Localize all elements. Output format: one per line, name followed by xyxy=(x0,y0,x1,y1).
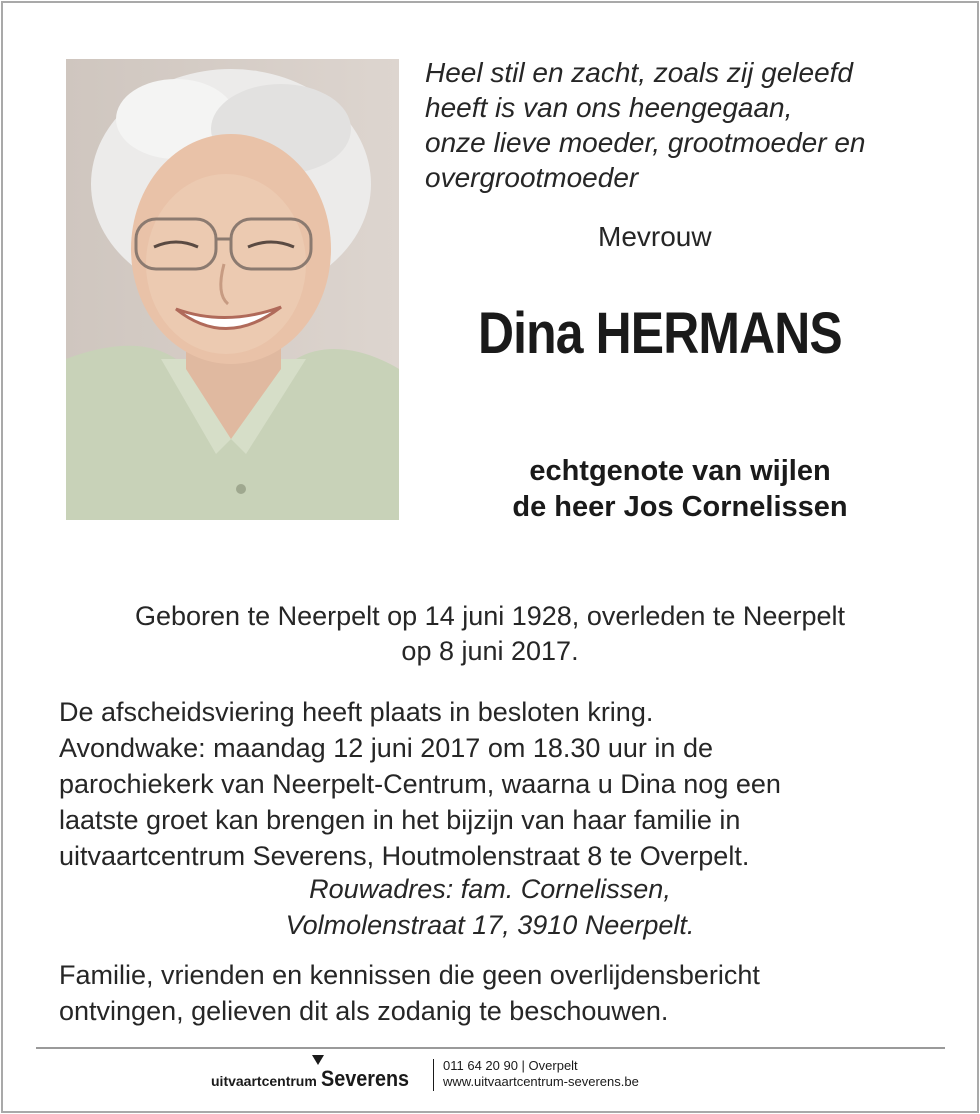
ceremony-line: uitvaartcentrum Severens, Houtmolenstraat 8 te Overpelt. xyxy=(59,841,750,871)
honorific: Mevrouw xyxy=(598,221,712,252)
mourning-address xyxy=(40,871,940,943)
funeral-home-logo xyxy=(211,1066,419,1092)
brand-triangle-icon xyxy=(312,1055,324,1065)
poem-line: heeft is van ons heengegaan, xyxy=(425,92,793,123)
brand-prefix: uitvaartcentrum xyxy=(211,1073,317,1089)
portrait-illustration xyxy=(66,59,399,520)
poem-verse xyxy=(425,55,955,195)
spouse-info xyxy=(420,453,940,525)
footer-divider-line xyxy=(36,1047,945,1049)
address-line: Volmolenstraat 17, 3910 Neerpelt. xyxy=(285,910,695,940)
ceremony-line: parochiekerk van Neerpelt-Centrum, waarna u Dina nog een xyxy=(59,769,781,799)
ceremony-line: laatste groet kan brengen in het bijzijn van haar familie in xyxy=(59,805,741,835)
address-line: Rouwadres: fam. Cornelissen, xyxy=(309,874,671,904)
birth-death-info xyxy=(40,599,940,669)
notice-line: ontvingen, gelieven dit als zodanig te beschouwen. xyxy=(59,996,669,1026)
notice-text xyxy=(59,957,959,1029)
footer-separator xyxy=(433,1059,434,1091)
poem-line: onze lieve moeder, grootmoeder en xyxy=(425,127,866,158)
birth-line: op 8 juni 2017. xyxy=(401,636,579,666)
ceremony-line: De afscheidsviering heeft plaats in besloten kring. xyxy=(59,697,654,727)
footer-website[interactable]: www.uitvaartcentrum-severens.be xyxy=(443,1074,639,1089)
ceremony-line: Avondwake: maandag 12 juni 2017 om 18.30 uur in de xyxy=(59,733,713,763)
portrait-photo xyxy=(66,59,399,520)
deceased-name: Dina HERMANS xyxy=(478,301,842,366)
spouse-line: echtgenote van wijlen xyxy=(529,455,831,487)
spouse-line: de heer Jos Cornelissen xyxy=(512,491,848,523)
birth-line: Geboren te Neerpelt op 14 juni 1928, overleden te Neerpelt xyxy=(135,601,845,631)
brand-name: Severens xyxy=(320,1066,409,1091)
footer-phone: 011 64 20 90 | Overpelt xyxy=(443,1058,578,1073)
poem-line: overgrootmoeder xyxy=(425,162,639,193)
footer-contact xyxy=(443,1058,639,1090)
poem-line: Heel stil en zacht, zoals zij geleefd xyxy=(425,57,853,88)
ceremony-details xyxy=(59,694,959,874)
notice-line: Familie, vrienden en kennissen die geen overlijdensbericht xyxy=(59,960,760,990)
